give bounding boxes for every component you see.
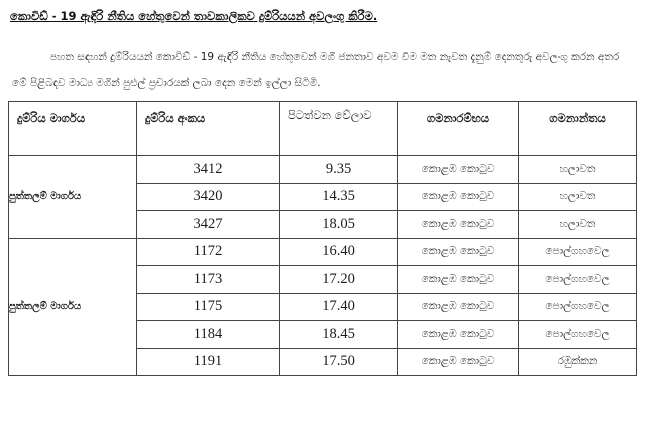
table-header-row <box>9 102 637 156</box>
cancelled-trains-table <box>8 101 637 376</box>
train-number-cell: 1191 <box>137 348 280 376</box>
departure-time-cell: 17.40 <box>280 293 398 321</box>
origin-cell: කොළඹ කොටුව <box>398 156 519 184</box>
header-origin: ගමනාරම්භය <box>398 102 519 156</box>
origin-cell: කොළඹ කොටුව <box>398 266 519 294</box>
destination-cell: පොල්ගහවෙල <box>519 293 637 321</box>
destination-cell: හලාවත <box>519 156 637 184</box>
destination-cell: පොල්ගහවෙල <box>519 321 637 349</box>
intro-paragraph: පහත සඳහන් දුම්රියයන් කොවිඩ් - 19 ඇඳිරි නීතිය හේතුවෙන් මගී ජනතාව අවම වීම මත නැවත දැනුම් දෙනතුරු අවලංගු කරන අතර මේ පිළිබඳව මාධ්‍ය මගින් පුළුල් ප්‍රචාරයක් ලබා දෙන මෙන් ඉල්ලා සිටිමි. <box>12 51 620 89</box>
departure-time-cell: 17.50 <box>280 348 398 376</box>
document-heading: කොවිඩ් - 19 ඇඳිරි නීතිය හේතුවෙන් තාවකාලිකව දුම්රියයන් අවලංගු කිරීම. <box>10 9 378 23</box>
header-train-number: දුම්රිය අංකය <box>137 102 280 156</box>
route-cell: පුත්තලම් මාර්ගය <box>9 156 137 239</box>
departure-time-cell: 14.35 <box>280 183 398 211</box>
route-cell: පුත්තලම් මාර්ගය <box>9 238 137 376</box>
departure-time-cell: 18.45 <box>280 321 398 349</box>
origin-cell: කොළඹ කොටුව <box>398 321 519 349</box>
origin-cell: කොළඹ කොටුව <box>398 293 519 321</box>
departure-time-cell: 18.05 <box>280 211 398 239</box>
departure-time-cell: 17.20 <box>280 266 398 294</box>
destination-cell: හලාවත <box>519 211 637 239</box>
destination-cell: පොල්ගහවෙල <box>519 266 637 294</box>
table-row <box>9 238 637 266</box>
header-destination: ගමනාන්තය <box>519 102 637 156</box>
train-number-cell: 3427 <box>137 211 280 239</box>
departure-time-cell: 9.35 <box>280 156 398 184</box>
destination-cell: රඹුක්කන <box>519 348 637 376</box>
train-number-cell: 3420 <box>137 183 280 211</box>
train-number-cell: 1184 <box>137 321 280 349</box>
train-number-cell: 1173 <box>137 266 280 294</box>
origin-cell: කොළඹ කොටුව <box>398 211 519 239</box>
origin-cell: කොළඹ කොටුව <box>398 348 519 376</box>
train-number-cell: 1172 <box>137 238 280 266</box>
destination-cell: හලාවත <box>519 183 637 211</box>
header-route: දුම්රිය මාර්ගය <box>9 102 137 156</box>
origin-cell: කොළඹ කොටුව <box>398 238 519 266</box>
origin-cell: කොළඹ කොටුව <box>398 183 519 211</box>
train-number-cell: 3412 <box>137 156 280 184</box>
header-departure-time: පිටත්වන වේලාව <box>280 102 398 156</box>
departure-time-cell: 16.40 <box>280 238 398 266</box>
train-number-cell: 1175 <box>137 293 280 321</box>
table-row <box>9 156 637 184</box>
destination-cell: පොල්ගහවෙල <box>519 238 637 266</box>
